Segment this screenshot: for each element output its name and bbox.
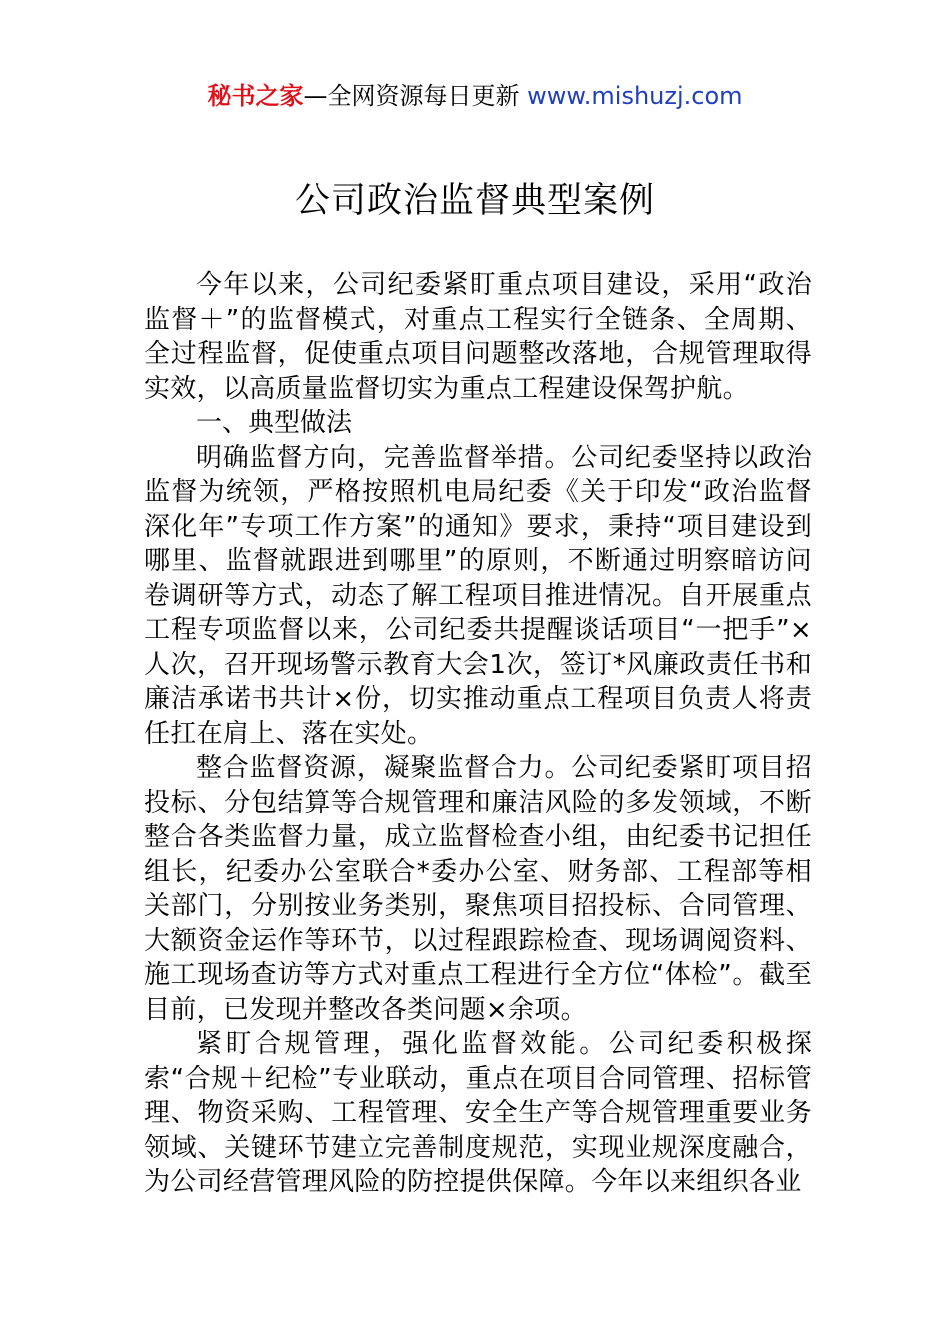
site-url-link[interactable]: www.mishuzj.com [527, 82, 743, 110]
body-paragraph-2: 整合监督资源，凝聚监督合力。公司纪委紧盯项目招投标、分包结算等合规管理和廉洁风险的多发领域，不断整合各类监督力量，成立监督检查小组，由纪委书记担任组长，纪委办公室联合*委办公室、财务部、工程部等相关部门，分别按业务类别，聚焦项目招投标、合同管理、大额资金运作等环节，以过程跟踪检查、现场调阅资料、施工现场查访等方式对重点工程进行全方位“体检”。截至目前，已发现并整改各类问题×余项。 [144, 753, 812, 1025]
document-title: 公司政治监督典型案例 [294, 181, 655, 221]
site-tagline: —全网资源每日更新 [303, 82, 528, 110]
intro-paragraph: 今年以来，公司纪委紧盯重点项目建设，采用“政治监督＋”的监督模式，对重点工程实行全链条、全周期、全过程监督，促使重点项目问题整改落地，合规管理取得实效，以高质量监督切实为重点工程建设保驾护航。 [144, 270, 812, 404]
site-brand: 秘书之家 [207, 82, 304, 110]
body-paragraph-1: 明确监督方向，完善监督举措。公司纪委坚持以政治监督为统领，严格按照机电局纪委《关于印发“政治监督深化年”专项工作方案”的通知》要求，秉持“项目建设到哪里、监督就跟进到哪里”的原则，不断通过明察暗访问卷调研等方式，动态了解工程项目推进情况。自开展重点工程专项监督以来，公司纪委共提醒谈话项目“一把手”×人次，召开现场警示教育大会1次，签订*风廉政责任书和廉洁承诺书共计×份，切实推动重点工程项目负责人将责任扛在肩上、落在实处。 [144, 442, 812, 749]
document-body [144, 268, 812, 1200]
body-paragraph-3: 紧盯合规管理，强化监督效能。公司纪委积极探索“合规＋纪检”专业联动，重点在项目合同管理、招标管理、物资采购、工程管理、安全生产等合规管理重要业务领域、关键环节建立完善制度规范，实现业规深度融合，为公司经营管理风险的防控提供保障。今年以来组织各业 [144, 1029, 812, 1197]
section-heading: 一、典型做法 [196, 408, 353, 438]
site-header [0, 80, 950, 112]
